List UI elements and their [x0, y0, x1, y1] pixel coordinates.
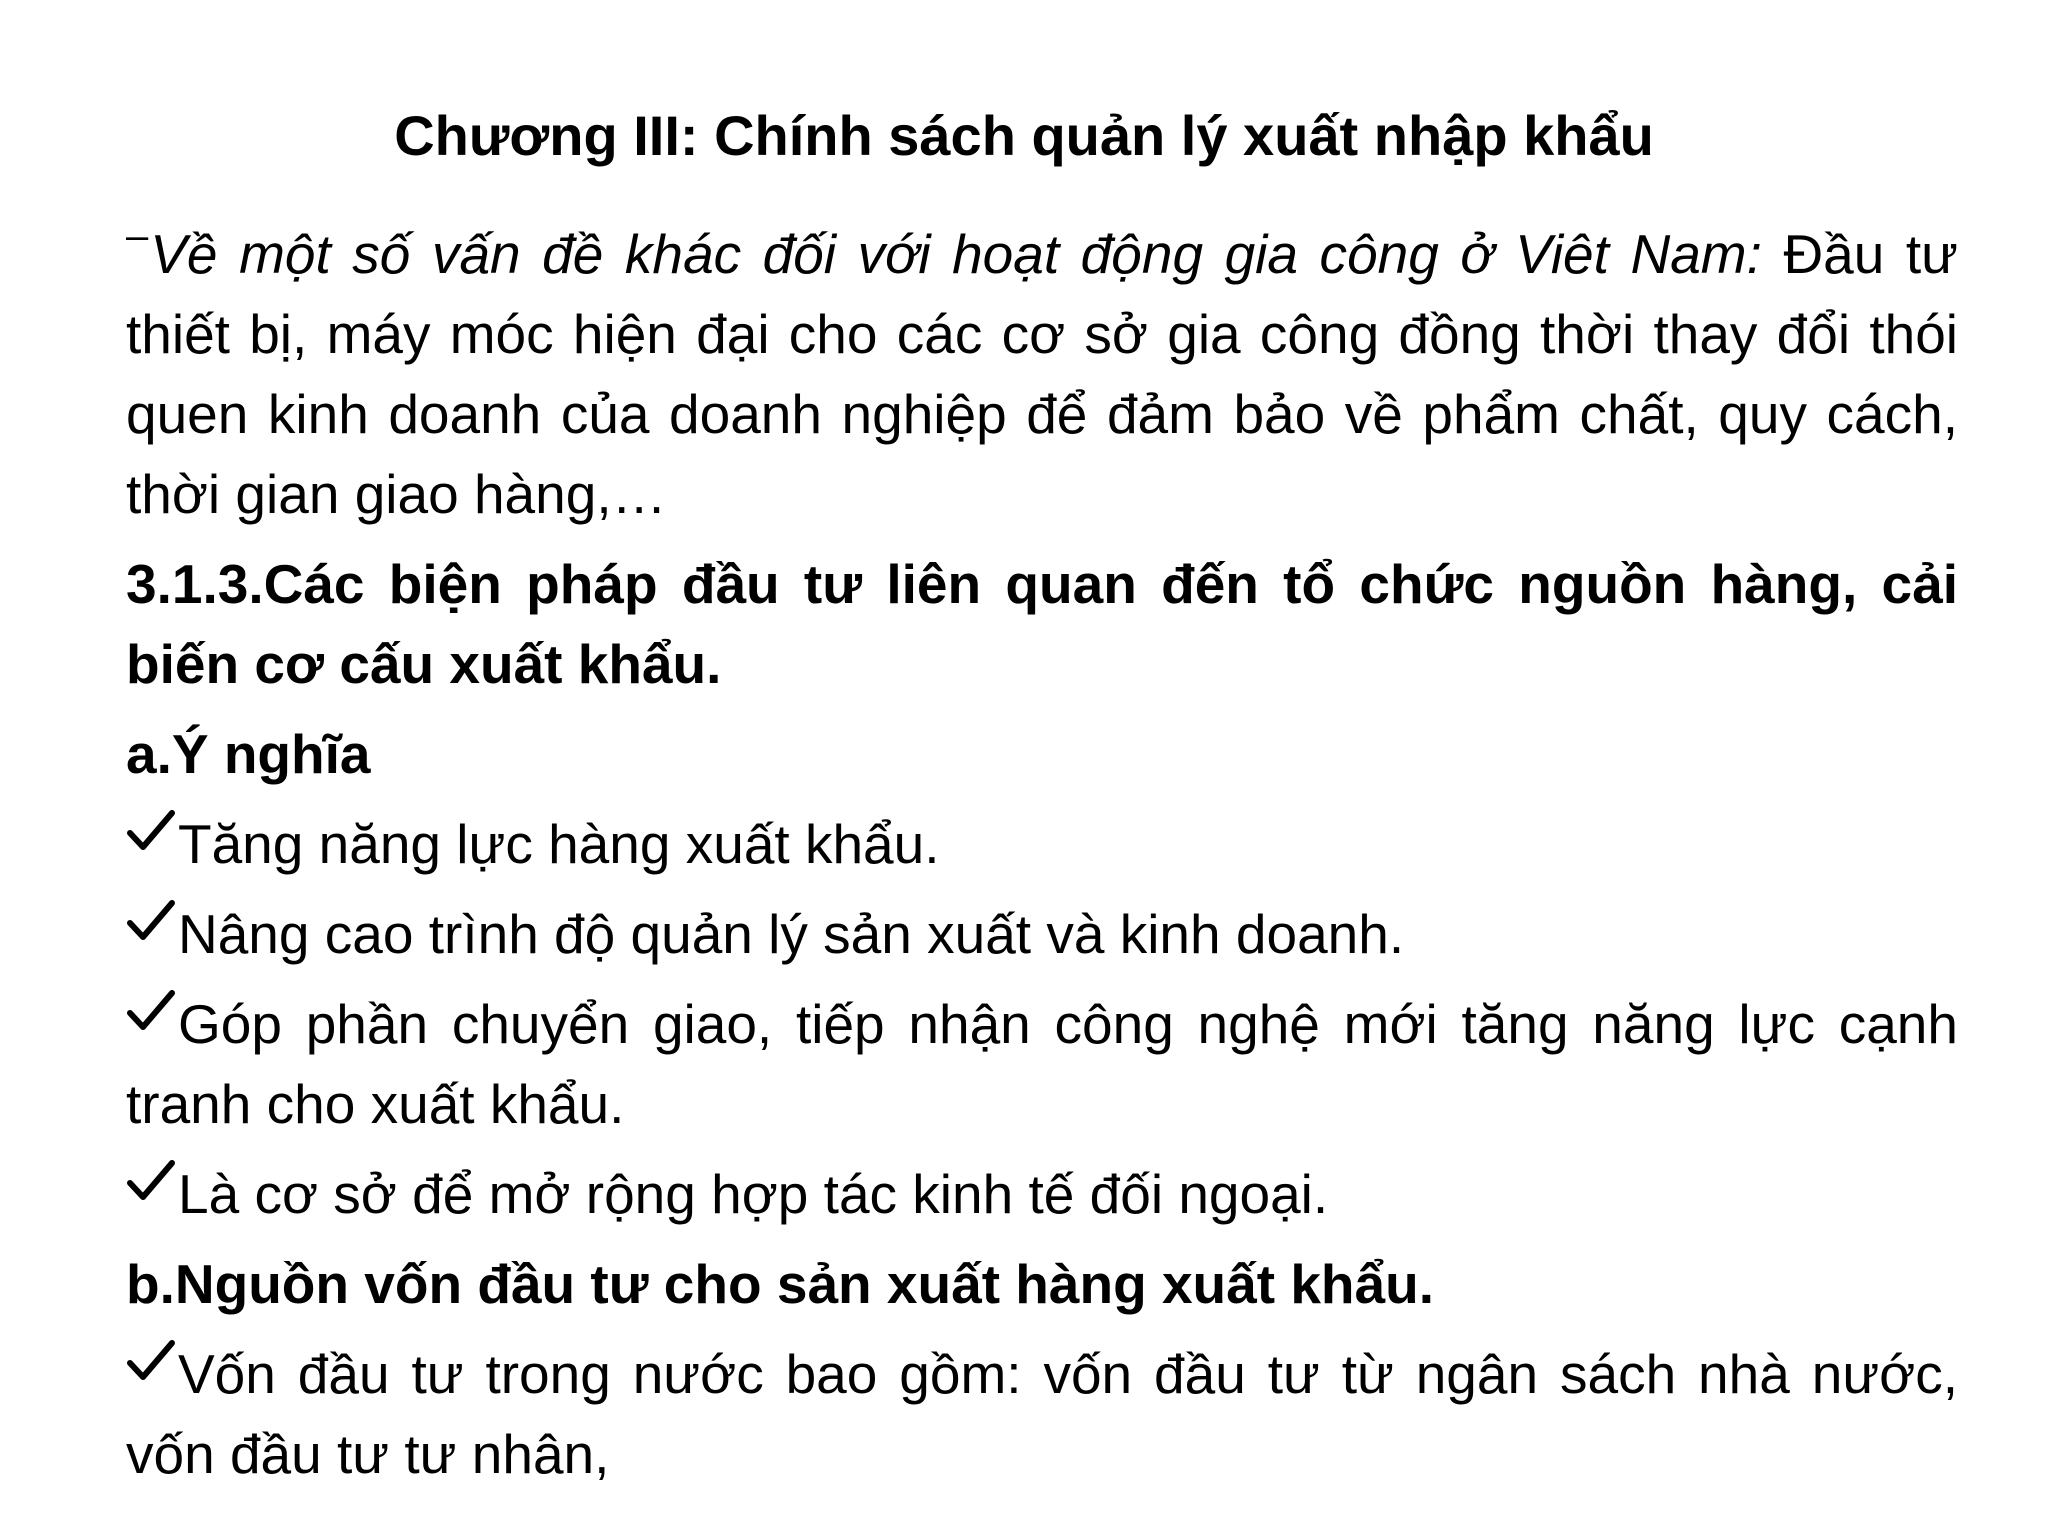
- list-item: [126, 984, 1958, 1144]
- list-item-text: Góp phần chuyển giao, tiếp nhận công nghệ mới tăng năng lực cạnh tranh cho xuất khẩu.: [126, 993, 1958, 1135]
- intro-text: Đầu tư thiết bị, máy móc hiện đại cho các cơ sở gia công đồng thời thay đổi thói quen kinh doanh của doanh nghiệp để đảm bảo về phẩm chất, quy cách, thời gian giao hàng,…: [126, 223, 1958, 525]
- slide-title: Chương III: Chính sách quản lý xuất nhập khẩu: [394, 104, 1654, 167]
- check-mark-icon: [126, 809, 176, 853]
- list-item-text: Tăng năng lực hàng xuất khẩu.: [178, 813, 940, 875]
- dash-bullet-icon: ‒: [126, 214, 149, 258]
- check-mark-icon: [126, 1159, 176, 1203]
- list-item-text: Nâng cao trình độ quản lý sản xuất và kinh doanh.: [178, 903, 1405, 965]
- list-item: [126, 804, 1958, 884]
- list-item-text: Vốn đầu tư trong nước bao gồm: vốn đầu tư từ ngân sách nhà nước, vốn đầu tư tư nhân,: [126, 1343, 1958, 1485]
- list-item: [126, 1154, 1958, 1234]
- slide-body: [126, 196, 1958, 1504]
- list-item: [126, 894, 1958, 974]
- section-heading: 3.1.3.Các biện pháp đầu tư liên quan đến tổ chức nguồn hàng, cải biến cơ cấu xuất khẩu.: [126, 553, 1958, 695]
- intro-paragraph: [126, 196, 1958, 534]
- check-mark-icon: [126, 899, 176, 943]
- sub-heading-a: a.Ý nghĩa: [126, 723, 371, 785]
- intro-italic-lead: Về một số vấn đề khác đối với hoạt động gia công ở Viêt Nam:: [150, 223, 1762, 285]
- list-item: [126, 1334, 1958, 1494]
- sub-heading-b: b.Nguồn vốn đầu tư cho sản xuất hàng xuất khẩu.: [126, 1253, 1434, 1315]
- check-mark-icon: [126, 1339, 176, 1383]
- check-mark-icon: [126, 989, 176, 1033]
- list-item-text: Là cơ sở để mở rộng hợp tác kinh tế đối ngoại.: [178, 1163, 1329, 1225]
